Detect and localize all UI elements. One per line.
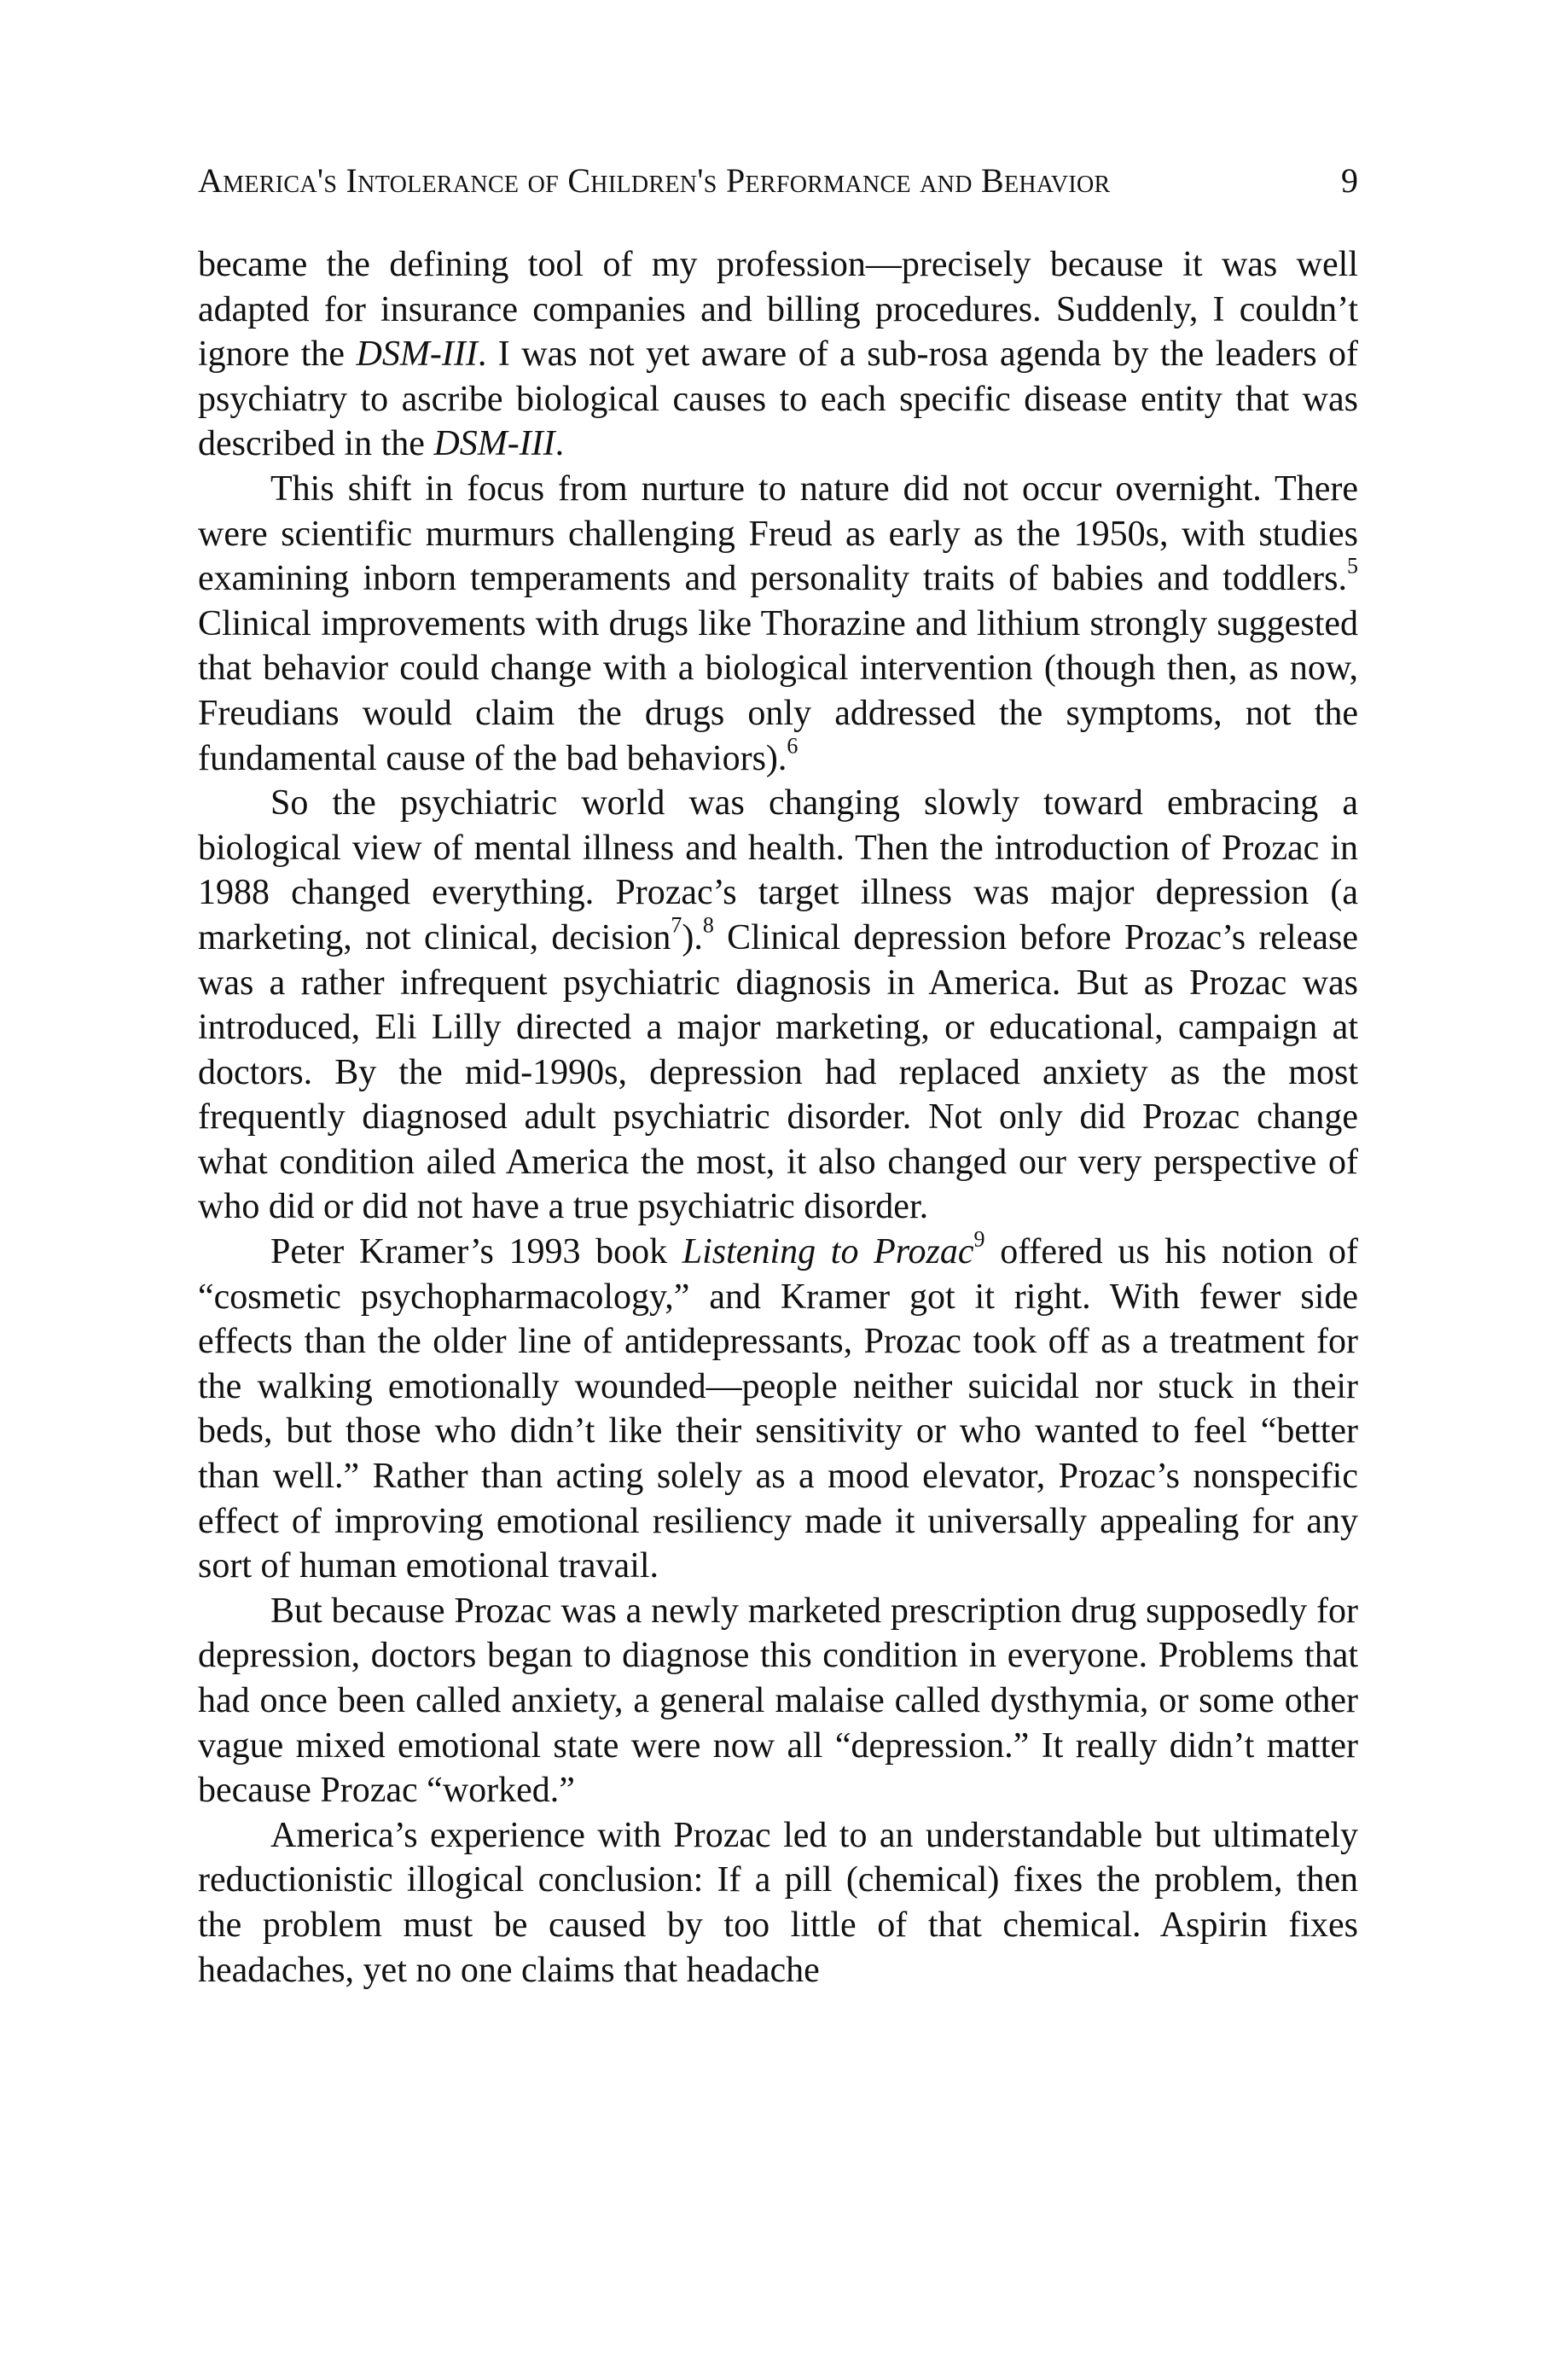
text-run: Clinical depression before Prozac’s release was a rather infrequent psychiatric diagnosis in America. But as Prozac was introduced, Eli Lilly directed a major marketing, or educational, campaign at doctors. By the mid-1990s, depression had replaced anxiety as the most frequently diagnosed adult psychiatric disorder. Not only did Prozac change what condition ailed America the most, it also changed our very perspective of who did or did not have a true psychiatric disorder. <box>198 917 1358 1227</box>
footnote-marker: 8 <box>702 912 714 938</box>
text-run: . I was not yet aware of a sub-rosa agenda by the leaders of psychiatry to ascribe biological causes to each specific disease entity that was described in the <box>198 335 1358 464</box>
text-run: So the psychiatric world was changing slowly toward embracing a biological view of mental illness and health. Then the introduction of Prozac in 1988 changed everything. Prozac’s target illness was major depression (a marketing, not clinical, decision <box>198 783 1358 957</box>
text-run: This shift in focus from nurture to nature did not occur overnight. There were scientific murmurs challenging Freud as early as the 1950s, with studies examining inborn temperaments and personality traits of babies and toddlers. <box>198 468 1358 599</box>
text-run: . <box>555 424 565 464</box>
text-run: Peter Kramer’s 1993 book <box>270 1232 682 1272</box>
paragraph <box>198 1589 1358 1813</box>
page-number: 9 <box>1341 161 1358 200</box>
paragraph <box>198 1813 1358 1993</box>
text-run: But because Prozac was a newly marketed prescription drug supposedly for depression, doctors began to diagnose this condition in everyone. Problems that had once been called anxiety, a general malaise called dysthymia, or some other vague mixed emotional state were now all “depression.” It really didn’t matter because Prozac “worked.” <box>198 1591 1358 1811</box>
text-run: ). <box>682 917 703 957</box>
body-text <box>198 242 1358 1993</box>
footnote-marker: 7 <box>671 912 682 938</box>
text-run: Clinical improvements with drugs like Thorazine and lithium strongly suggested that behavior could change with a biological intervention (though then, as now, Freudians would claim the drugs only addressed the symptoms, not the fundamental cause of the bad behaviors). <box>198 603 1358 778</box>
paragraph <box>198 467 1358 781</box>
italic-text: DSM-III <box>433 424 555 464</box>
text-run: America’s experience with Prozac led to an understandable but ultimately reductionistic illogical conclusion: If a pill (chemical) fixes the problem, then the problem must be caused by too little of that chemical. Aspirin fixes headaches, yet no one claims that headache <box>198 1815 1358 1990</box>
footnote-marker: 9 <box>973 1226 985 1252</box>
running-title: America's Intolerance of Children's Performance and Behavior <box>198 161 1111 200</box>
footnote-marker: 6 <box>787 733 799 759</box>
paragraph <box>198 781 1358 1230</box>
paragraph <box>198 1226 1359 1589</box>
running-head <box>198 160 1358 212</box>
paragraph <box>198 242 1358 467</box>
text-run: offered us his notion of “cosmetic psychopharmacology,” and Kramer got it right. With fewer side effects than the older line of antidepressants, Prozac took off as a treatment for the walking emotionally wounded—people neither suicidal nor stuck in their beds, but those who didn’t like their sensitivity or who wanted to feel “better than well.” Rather than acting solely as a mood elevator, Prozac’s nonspecific effect of improving emotional resiliency made it universally appealing for any sort of human emotional travail. <box>198 1232 1359 1586</box>
footnote-marker: 5 <box>1347 553 1358 579</box>
text-run: became the defining tool of my profession—precisely because it was well adapted for insurance companies and billing procedures. Suddenly, I couldn’t ignore the <box>198 245 1358 375</box>
italic-text: Listening to Prozac <box>682 1232 974 1272</box>
italic-text: DSM-III <box>356 335 478 375</box>
